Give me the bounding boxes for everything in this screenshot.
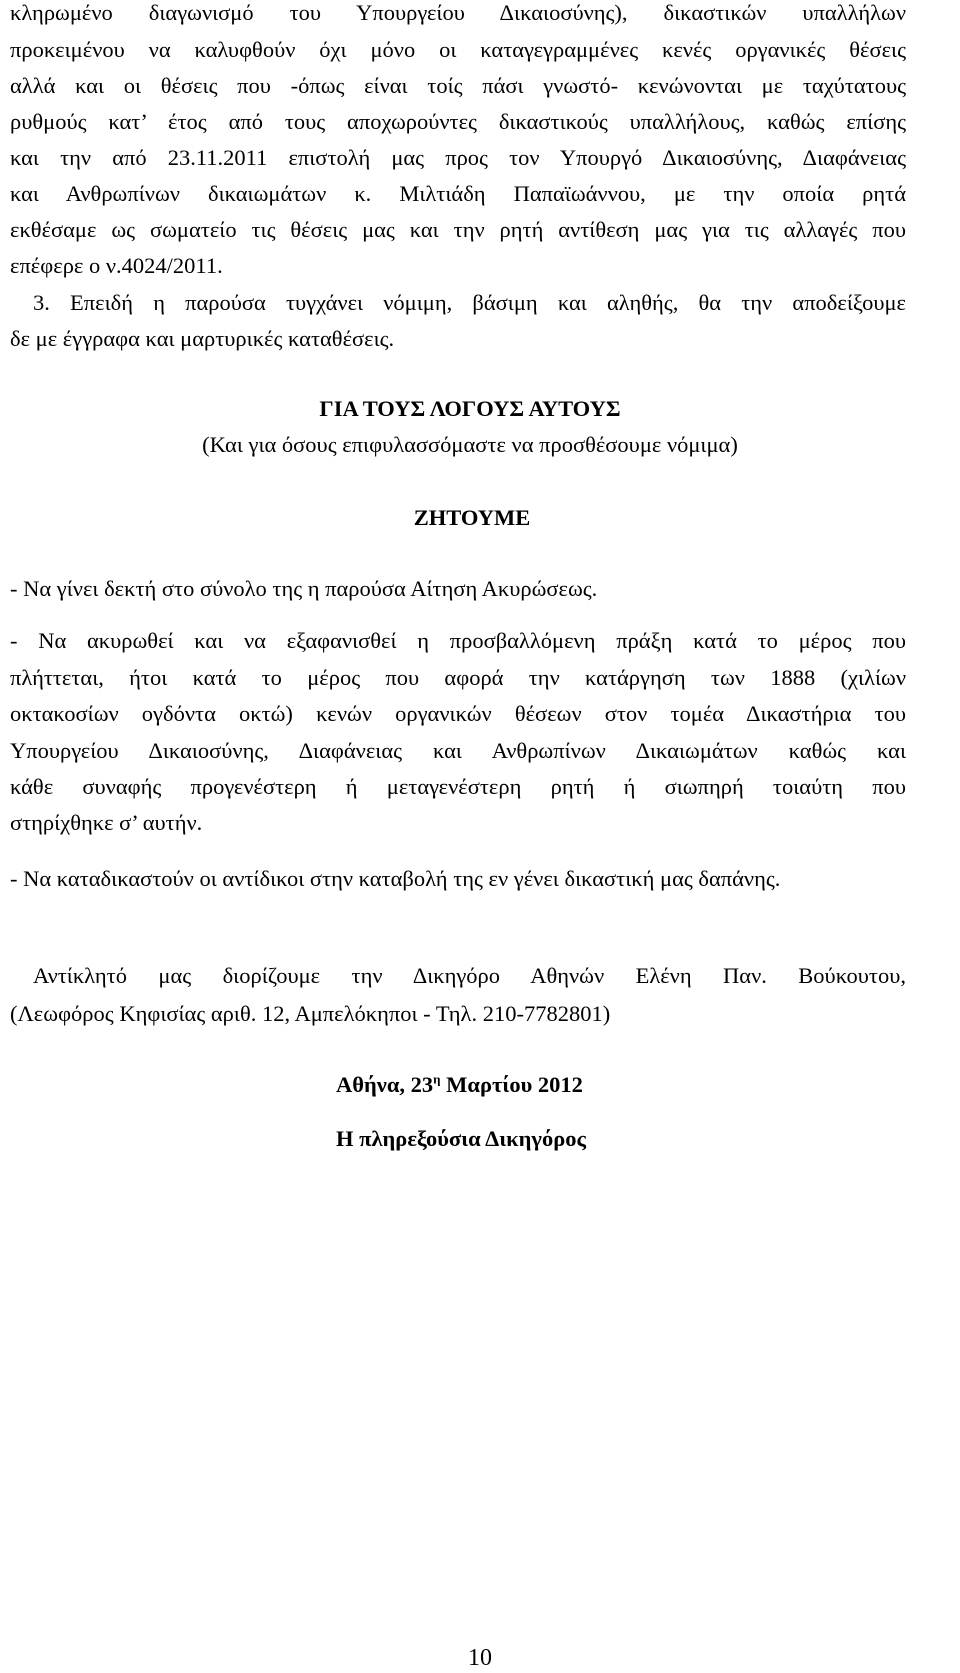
page-number: 10 xyxy=(468,1645,492,1671)
text-line: επέφερε ο ν.4024/2011. xyxy=(10,253,223,278)
section-subheading: (Και για όσους επιφυλασσόμαστε να προσθέσουμε νόμιμα) xyxy=(202,432,738,457)
request-item: - Να καταδικαστούν οι αντίδικοι στην καταβολή της εν γένει δικαστική μας δαπάνης. xyxy=(10,866,781,891)
text-line: και την από 23.11.2011 επιστολή μας προς τον Υπουργό Δικαιοσύνης, Διαφάνειας xyxy=(10,145,906,170)
text-line: στηρίχθηκε σ’ αυτήν. xyxy=(10,810,203,835)
text-line: πλήττεται, ήτοι κατά το μέρος που αφορά την κατάργηση των 1888 (χιλίων xyxy=(10,665,906,690)
text-line: αλλά και οι θέσεις που -όπως είναι τοίς πάσι γνωστό- κενώνονται με ταχύτατους xyxy=(10,73,906,98)
text-line: 3. Επειδή η παρούσα τυγχάνει νόμιμη, βάσιμη και αληθής, θα την αποδείξουμε xyxy=(33,290,906,315)
text-line: ρυθμούς κατ’ έτος από τους αποχωρούντες δικαστικούς υπαλλήλους, καθώς επίσης xyxy=(10,109,906,134)
text-line: εκθέσαμε ως σωματείο τις θέσεις μας και την ρητή αντίθεση μας για τις αλλαγές που xyxy=(10,217,906,242)
text-line: δε με έγγραφα και μαρτυρικές καταθέσεις. xyxy=(10,326,395,351)
text-line: - Να ακυρωθεί και να εξαφανισθεί η προσβαλλόμενη πράξη κατά το μέρος που xyxy=(10,628,906,653)
text-line: Αντίκλητό μας διορίζουμε την Δικηγόρο Αθηνών Ελένη Παν. Βούκουτου, xyxy=(33,963,906,988)
text-line: (Λεωφόρος Κηφισίας αριθ. 12, Αμπελόκηποι - Τηλ. 210-7782801) xyxy=(10,1001,611,1026)
text-line: προκειμένου να καλυφθούν όχι μόνο οι καταγεγραμμένες κενές οργανικές θέσεις xyxy=(10,37,906,62)
signature-role: Η πληρεξούσια Δικηγόρος xyxy=(336,1126,586,1151)
text-line: κάθε συναφής προγενέστερη ή μεταγενέστερη ρητή ή σιωπηρή τοιαύτη που xyxy=(10,774,906,799)
request-item: - Να γίνει δεκτή στο σύνολο της η παρούσα Αίτηση Ακυρώσεως. xyxy=(10,576,598,601)
text-line: οκτακοσίων ογδόντα οκτώ) κενών οργανικών θέσεων στον τομέα Δικαστήρια του xyxy=(10,701,906,726)
signature-date: Αθήνα, $23^\eta$ Μαρτίου 2012 xyxy=(336,1071,583,1097)
request-title: ΖΗΤΟΥΜΕ xyxy=(413,505,531,530)
text-line: κληρωμένο διαγωνισμό του Υπουργείου Δικαιοσύνης), δικαστικών υπαλλήλων xyxy=(10,0,906,25)
text-line: και Ανθρωπίνων δικαιωμάτων κ. Μιλτιάδη Παπαϊωάννου, με την οποία ρητά xyxy=(10,181,906,206)
section-heading: ΓΙΑ ΤΟΥΣ ΛΟΓΟΥΣ ΑΥΤΟΥΣ xyxy=(319,396,621,421)
text-line: Υπουργείου Δικαιοσύνης, Διαφάνειας και Ανθρωπίνων Δικαιωμάτων καθώς και xyxy=(10,738,906,763)
